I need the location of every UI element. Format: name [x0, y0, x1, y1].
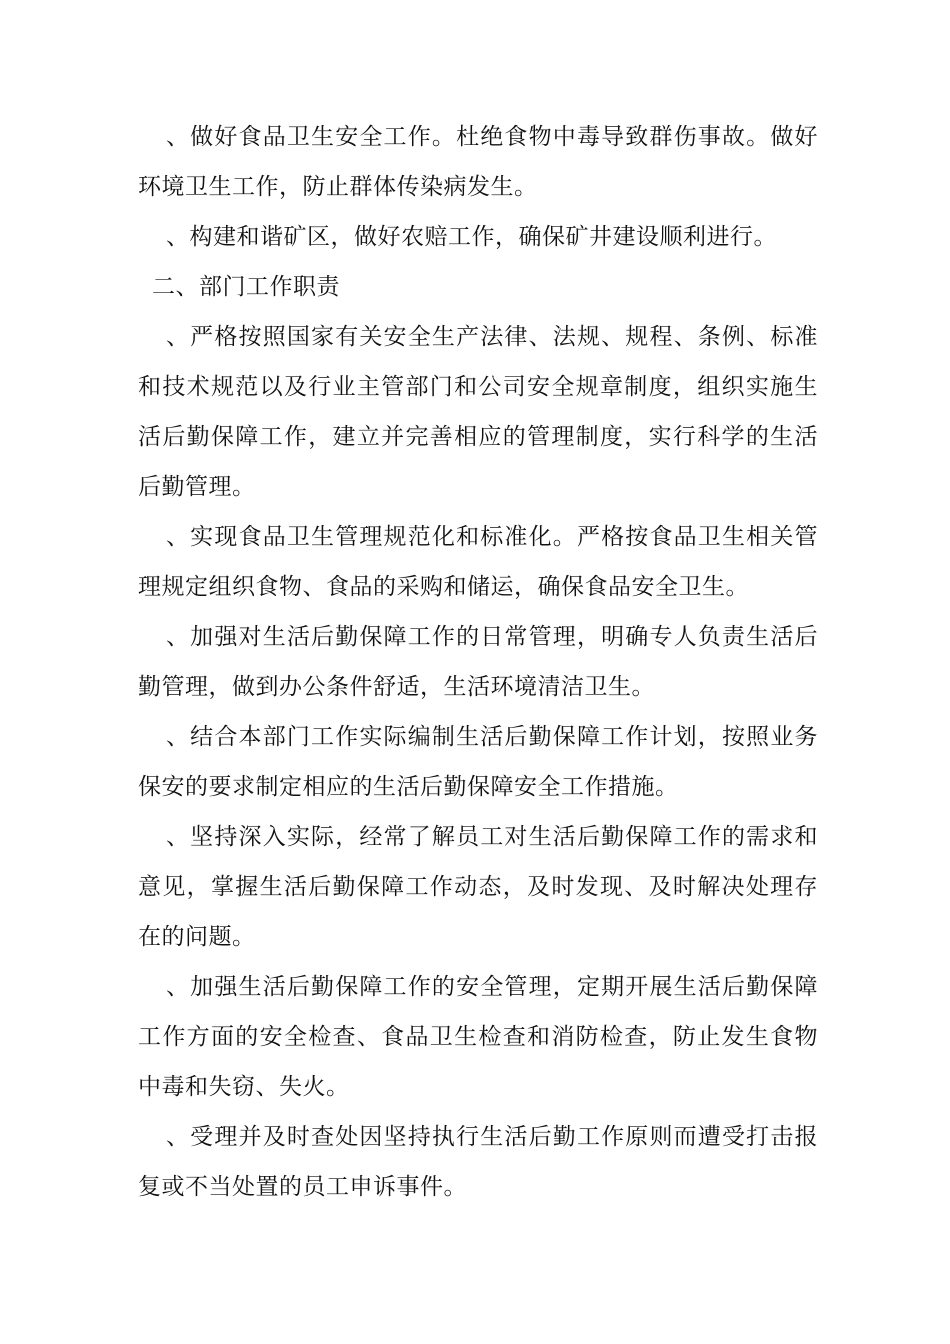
- section-heading: 二、部门工作职责: [152, 274, 340, 300]
- duty-item: 、坚持深入实际，经常了解员工对生活后勤保障工作的需求和意见，掌握生活后勤保障工作动态，及时发现、及时解决处理存在的问题。: [138, 824, 818, 950]
- duty-item: 、结合本部门工作实际编制生活后勤保障工作计划，按照业务保安的要求制定相应的生活后勤保障安全工作措施。: [138, 724, 818, 800]
- duty-item: 、加强生活后勤保障工作的安全管理，定期开展生活后勤保障工作方面的安全检查、食品卫生检查和消防检查，防止发生食物中毒和失窃、失火。: [138, 974, 818, 1100]
- duty-item: 、严格按照国家有关安全生产法律、法规、规程、条例、标准和技术规范以及行业主管部门和公司安全规章制度，组织实施生活后勤保障工作，建立并完善相应的管理制度，实行科学的生活后勤管理。: [138, 324, 818, 500]
- duty-item: 、实现食品卫生管理规范化和标准化。严格按食品卫生相关管理规定组织食物、食品的采购和储运，确保食品安全卫生。: [138, 524, 818, 600]
- duty-item: 、受理并及时查处因坚持执行生活后勤工作原则而遭受打击报复或不当处置的员工申诉事件。: [138, 1124, 818, 1200]
- document-body: [138, 112, 818, 1212]
- paragraph-food-safety: 、做好食品卫生安全工作。杜绝食物中毒导致群伤事故。做好环境卫生工作，防止群体传染病发生。: [138, 124, 818, 200]
- duty-item: 、加强对生活后勤保障工作的日常管理，明确专人负责生活后勤管理，做到办公条件舒适，生活环境清洁卫生。: [138, 624, 818, 700]
- paragraph-harmonious-mine: 、构建和谐矿区，做好农赔工作，确保矿井建设顺利进行。: [166, 224, 777, 250]
